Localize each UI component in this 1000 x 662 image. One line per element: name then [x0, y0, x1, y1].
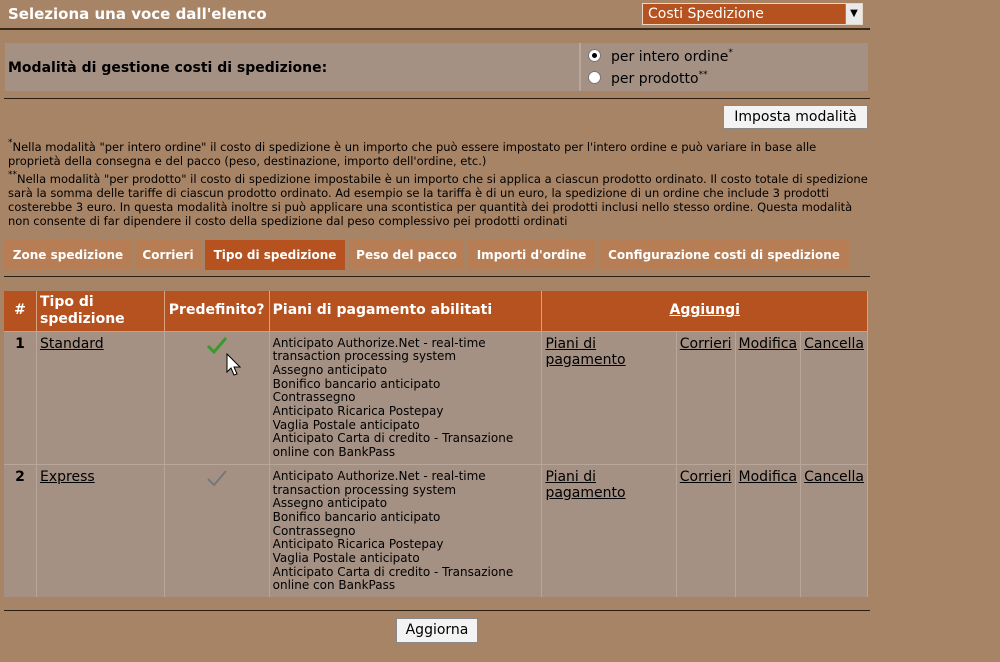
tab-peso-pacco[interactable]: Peso del pacco: [349, 240, 464, 270]
plan-item: Bonifico bancario anticipato: [272, 509, 441, 524]
footnote-mark: *: [8, 138, 13, 148]
footnote-mark: **: [698, 70, 708, 80]
plan-item: Bonifico bancario anticipato: [272, 376, 441, 391]
radio-row-per-product[interactable]: [588, 70, 708, 87]
action-cell: [801, 464, 868, 597]
default-cell: [164, 331, 269, 464]
action-cell: [735, 331, 801, 464]
divider: [579, 43, 581, 91]
note-2: [8, 168, 868, 228]
plan-item: Anticipato Carta di credito - Transazione online con BankPass: [272, 431, 514, 460]
plan-item: Anticipato Authorize.Net - real-time transaction processing system: [272, 468, 486, 497]
radio-per-product-label: per prodotto: [611, 71, 699, 87]
mouse-pointer-icon: [226, 353, 242, 377]
row-type-cell: [36, 464, 164, 597]
payment-plans-link[interactable]: Piani di pagamento: [545, 335, 626, 368]
chevron-down-icon[interactable]: ▼: [845, 4, 862, 24]
add-link[interactable]: Aggiungi: [669, 302, 740, 319]
action-cell: [542, 331, 676, 464]
col-default: Predefinito?: [164, 291, 269, 331]
mode-label: Modalità di gestione costi di spedizione:: [8, 60, 328, 76]
notes: [8, 136, 868, 228]
plan-item: Anticipato Ricarica Postepay: [272, 537, 444, 552]
row-type-cell: [36, 331, 164, 464]
row-num: 2: [4, 464, 36, 597]
plan-item: Anticipato Authorize.Net - real-time transaction processing system: [272, 335, 486, 364]
carriers-link[interactable]: Corrieri: [679, 335, 732, 352]
payment-plans-link[interactable]: Piani di pagamento: [545, 468, 626, 501]
update-button[interactable]: Aggiorna: [396, 618, 478, 643]
edit-link[interactable]: Modifica: [738, 335, 798, 352]
table-header-row: [4, 291, 868, 331]
delete-link[interactable]: Cancella: [804, 468, 864, 485]
radio-per-product[interactable]: [588, 71, 601, 84]
footnote-mark: **: [8, 170, 17, 180]
set-mode-button[interactable]: Imposta modalità: [723, 105, 868, 129]
divider-line: [4, 610, 870, 611]
default-cell: [164, 464, 269, 597]
divider-line: [4, 276, 870, 277]
radio-whole-order-label: per intero ordine: [611, 49, 729, 65]
plans-cell: [269, 331, 542, 464]
radio-whole-order[interactable]: [588, 49, 601, 62]
action-cell: [801, 331, 868, 464]
tab-configurazione-costi[interactable]: Configurazione costi di spedizione: [599, 240, 849, 270]
note-2-text: Nella modalità "per prodotto" il costo di spedizione impostabile è un importo che si applica a ciascun prodotto ordinato. Il costo totale di spedizione sarà la somma delle tariffe di ciascun prodotto ordinato. Ad esempio se la tariffa è di un euro, la spedizione di un ordine che include 3 prodotti costerebbe 3 euro. In questa modalità inoltre si può applicare una scontistica per quantità dei prodotti inclusi nello stesso ordine. Questa modalità non consente di far dipendere il costo della spedizione dal peso complessivo pei prodotti ordinati: [8, 172, 868, 228]
mode-panel: [5, 43, 868, 91]
table-row: [4, 464, 868, 597]
col-plans: Piani di pagamento abilitati: [269, 291, 542, 331]
plan-item: Vaglia Postale anticipato: [272, 551, 420, 566]
plan-item: Anticipato Ricarica Postepay: [272, 404, 444, 419]
check-icon[interactable]: [206, 336, 228, 354]
add-link-cell: [542, 291, 868, 331]
plan-item: Assegno anticipato: [272, 362, 388, 377]
shipping-type-link[interactable]: Standard: [39, 335, 104, 352]
shipping-types-table: [4, 291, 868, 597]
action-cell: [542, 464, 676, 597]
tab-corrieri[interactable]: Corrieri: [135, 240, 201, 270]
section-select[interactable]: [642, 3, 863, 25]
note-1-text: Nella modalità "per intero ordine" il costo di spedizione è un importo che può essere impostato per l'intero ordine e può variare in base alle proprietà della consegna e del pacco (peso, destinazione, importo dell'ordine, etc.): [8, 140, 817, 168]
shipping-type-link[interactable]: Express: [39, 468, 95, 485]
footnote-mark: *: [728, 48, 733, 58]
section-select-value: Costi Spedizione: [648, 6, 764, 22]
check-icon[interactable]: [206, 469, 228, 487]
top-bar: [0, 0, 870, 30]
radio-row-whole-order[interactable]: [588, 48, 733, 65]
tab-tipo-spedizione[interactable]: Tipo di spedizione: [205, 240, 345, 270]
action-cell: [735, 464, 801, 597]
page-title: Seleziona una voce dall'elenco: [8, 5, 267, 23]
action-cell: [676, 331, 735, 464]
carriers-link[interactable]: Corrieri: [679, 468, 732, 485]
plan-item: Anticipato Carta di credito - Transazione online con BankPass: [272, 564, 514, 593]
edit-link[interactable]: Modifica: [738, 468, 798, 485]
plan-item: Contrassegno: [272, 523, 356, 538]
note-1: [8, 136, 868, 168]
action-cell: [676, 464, 735, 597]
divider-line: [4, 98, 870, 99]
plans-cell: [269, 464, 542, 597]
tab-zone-spedizione[interactable]: Zone spedizione: [4, 240, 132, 270]
tab-importi-ordine[interactable]: Importi d'ordine: [468, 240, 595, 270]
col-type: Tipo di spedizione: [36, 291, 164, 331]
plan-item: Assegno anticipato: [272, 496, 388, 511]
plan-item: Vaglia Postale anticipato: [272, 417, 420, 432]
col-num: #: [4, 291, 36, 331]
table-row: [4, 331, 868, 464]
delete-link[interactable]: Cancella: [804, 335, 864, 352]
row-num: 1: [4, 331, 36, 464]
plan-item: Contrassegno: [272, 390, 356, 405]
